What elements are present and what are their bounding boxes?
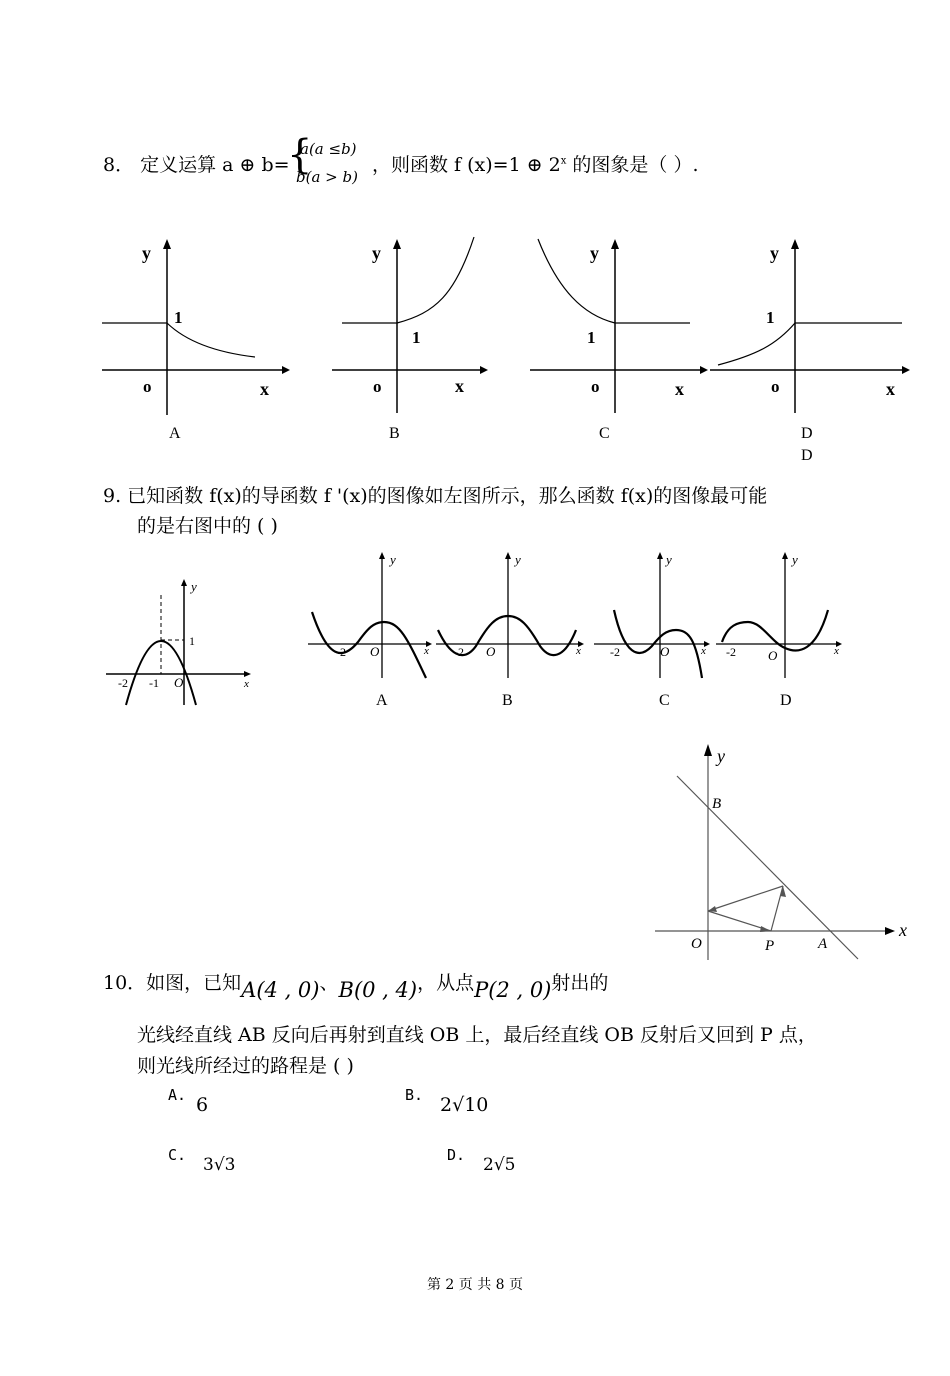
q9-line1: 9. 已知函数 f(x)的导函数 f '(x)的图像如左图所示，那么函数 f(x)的图像最可能 bbox=[103, 485, 768, 507]
y-label: y bbox=[770, 243, 779, 263]
x-label: x bbox=[675, 379, 684, 399]
point-b-label: B bbox=[712, 796, 722, 812]
q9-option-a: A bbox=[376, 692, 388, 709]
x-label: x bbox=[834, 645, 839, 657]
x-arrow-icon bbox=[902, 366, 910, 374]
y-label: y bbox=[666, 552, 672, 567]
q8-tail bbox=[372, 150, 699, 177]
curve bbox=[167, 323, 255, 357]
q9-line2: 的是右图中的 ( ) bbox=[137, 515, 278, 537]
q10-choice-c-value: 3√3 bbox=[203, 1155, 236, 1175]
q8-option-a: A bbox=[169, 425, 181, 442]
origin-label: O bbox=[691, 936, 702, 952]
y-arrow-icon bbox=[782, 552, 788, 559]
ray-arrow-icon-3 bbox=[760, 926, 771, 932]
x-label: x bbox=[455, 376, 464, 396]
y-label: y bbox=[191, 579, 197, 594]
ray-arrow-icon bbox=[780, 886, 786, 897]
y-label: y bbox=[717, 746, 725, 766]
q8-option-c: C bbox=[599, 425, 610, 442]
y-label: y bbox=[515, 552, 521, 567]
q10-intro: 10．如图，已知 bbox=[103, 972, 242, 994]
y-arrow-icon bbox=[163, 239, 171, 249]
q10-from: ，从点 bbox=[417, 972, 475, 994]
q8-case1: a(a ≤b) bbox=[300, 140, 357, 158]
origin-label: O bbox=[370, 644, 380, 659]
y-arrow-icon bbox=[791, 239, 799, 249]
x-label: x bbox=[244, 678, 249, 690]
q10-point-p: P(2 , 0) bbox=[474, 978, 552, 1002]
q10-choice-a-key: A. bbox=[168, 1086, 187, 1104]
q8-exponent: x bbox=[560, 155, 567, 167]
q8-option-d: D bbox=[801, 425, 813, 442]
origin-label: O bbox=[174, 675, 184, 690]
origin-label: O bbox=[660, 644, 670, 659]
y-label: y bbox=[372, 243, 381, 263]
origin-label: O bbox=[768, 648, 778, 663]
curve bbox=[397, 237, 474, 323]
q8-tail2: 的图象是（ ）. bbox=[566, 154, 699, 176]
x-arrow-icon bbox=[282, 366, 290, 374]
y-arrow-icon bbox=[611, 239, 619, 249]
x-label: x bbox=[886, 379, 895, 399]
x-label: x bbox=[899, 920, 907, 940]
one-label: 1 bbox=[174, 308, 183, 327]
one-label: 1 bbox=[189, 634, 195, 648]
q8-case2: b(a > b) bbox=[296, 168, 358, 186]
q8-number: 8． bbox=[103, 154, 135, 176]
minus2-label: -2 bbox=[454, 645, 464, 659]
x-label: x bbox=[576, 645, 581, 657]
q9-derivative-graph bbox=[104, 577, 254, 707]
q8-lead: 定义运算 a ⊕ b= bbox=[140, 154, 290, 176]
q9-graph-a bbox=[308, 550, 436, 680]
x-arrow-icon bbox=[244, 671, 251, 677]
curve bbox=[312, 612, 426, 678]
one-label: 1 bbox=[587, 328, 596, 347]
q10-point-b: B(0 , 4) bbox=[338, 978, 418, 1002]
q8-graph-c bbox=[528, 235, 718, 420]
minus2-label: -2 bbox=[610, 645, 620, 659]
origin-label: o bbox=[771, 377, 780, 396]
y-arrow-icon bbox=[379, 552, 385, 559]
q10-choice-b-value: 2√10 bbox=[440, 1094, 489, 1116]
q10-choice-a-value: 6 bbox=[196, 1094, 209, 1116]
y-label: y bbox=[390, 552, 396, 567]
q9-option-b: B bbox=[502, 692, 513, 709]
q8-option-d-extra: D bbox=[801, 447, 813, 464]
q8-stem bbox=[103, 150, 290, 177]
q8-tail-text: ，则函数 f (x)=1 ⊕ 2 bbox=[372, 154, 561, 176]
x-label: x bbox=[701, 645, 706, 657]
q8-graph-d bbox=[706, 235, 916, 420]
point-p-label: P bbox=[765, 938, 775, 954]
curve bbox=[538, 239, 615, 323]
q10-choice-d-key: D. bbox=[447, 1146, 466, 1164]
x-arrow-icon bbox=[885, 927, 895, 935]
q9-option-c: C bbox=[659, 692, 670, 709]
y-arrow-icon bbox=[181, 579, 187, 586]
q10-choice-b-key: B. bbox=[405, 1086, 424, 1104]
minus1-label: -1 bbox=[149, 676, 159, 690]
q10-figure bbox=[655, 740, 910, 965]
y-label: y bbox=[590, 243, 599, 263]
origin-label: o bbox=[373, 377, 382, 396]
y-arrow-icon bbox=[505, 552, 511, 559]
x-label: x bbox=[260, 379, 269, 399]
point-a-label: A bbox=[818, 936, 828, 952]
x-arrow-icon bbox=[480, 366, 488, 374]
q9-graph-b bbox=[436, 550, 586, 680]
q10-separator: 、 bbox=[319, 972, 339, 994]
y-arrow-icon bbox=[393, 239, 401, 249]
q10-point-a: A(4 , 0) bbox=[241, 978, 320, 1002]
ray-ab-to-ob bbox=[708, 886, 783, 911]
curve bbox=[718, 323, 795, 365]
minus2-label: -2 bbox=[118, 676, 128, 690]
q8-option-b: B bbox=[389, 425, 400, 442]
y-arrow-icon bbox=[657, 552, 663, 559]
y-label: y bbox=[792, 552, 798, 567]
q8-graph-b bbox=[330, 235, 520, 420]
page-footer: 第 2 页 共 8 页 bbox=[426, 1277, 524, 1293]
q9-graph-c bbox=[594, 550, 714, 680]
q8-graph-a bbox=[100, 235, 290, 420]
y-arrow-icon bbox=[704, 744, 712, 756]
q10-choice-d-value: 2√5 bbox=[483, 1155, 516, 1175]
q10-emit: 射出的 bbox=[551, 972, 609, 994]
origin-label: o bbox=[143, 377, 152, 396]
minus2-label: -2 bbox=[336, 645, 346, 659]
one-label: 1 bbox=[766, 308, 775, 327]
one-label: 1 bbox=[412, 328, 421, 347]
q8-brace: { bbox=[287, 132, 313, 178]
q9-graph-d bbox=[716, 550, 846, 680]
y-label: y bbox=[142, 243, 151, 263]
origin-label: O bbox=[486, 644, 496, 659]
q9-option-d: D bbox=[780, 692, 792, 709]
q10-choice-c-key: C. bbox=[168, 1146, 187, 1164]
q10-line3: 则光线所经过的路程是 ( ) bbox=[137, 1055, 354, 1077]
x-label: x bbox=[424, 645, 429, 657]
origin-label: o bbox=[591, 377, 600, 396]
minus2-label: -2 bbox=[726, 645, 736, 659]
q10-line2: 光线经直线 AB 反向后再射到直线 OB 上，最后经直线 OB 反射后又回到 P 点， bbox=[137, 1024, 817, 1046]
q10-line1 bbox=[103, 968, 609, 1002]
